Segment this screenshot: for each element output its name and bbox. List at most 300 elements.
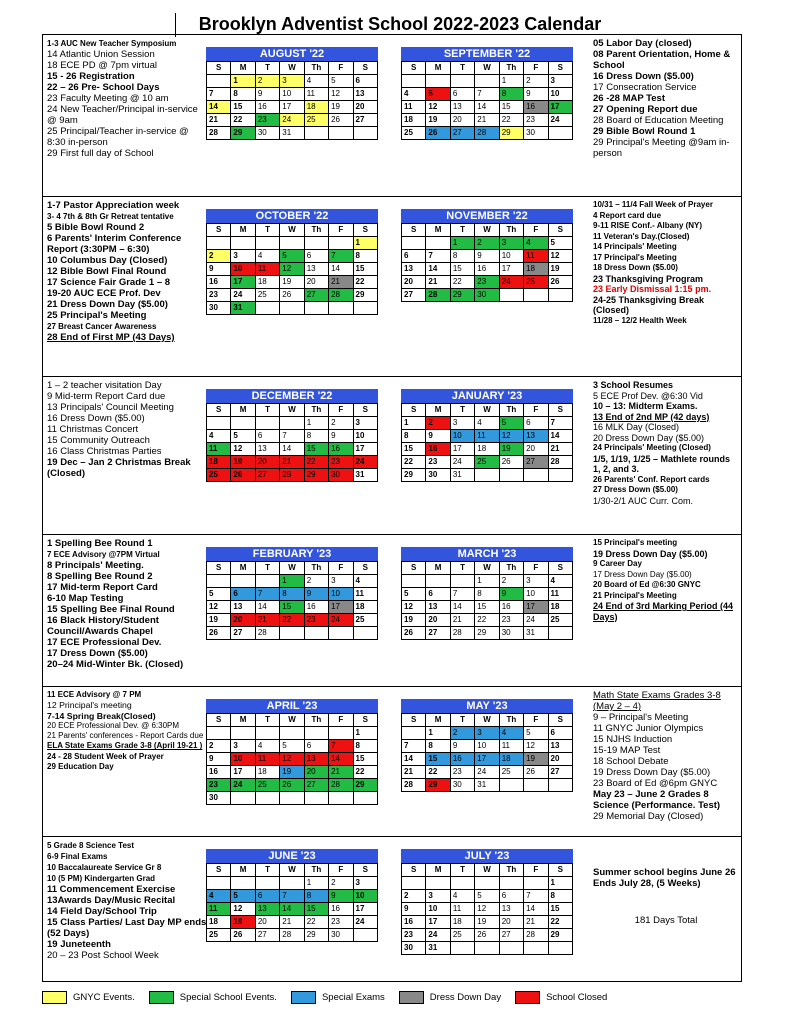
day-cell: 21 — [329, 276, 353, 289]
day-cell: 15 — [475, 601, 499, 614]
day-cell: 14 — [329, 753, 353, 766]
note-item: 19 Dec – Jan 2 Christmas Break (Closed) — [47, 457, 191, 479]
day-cell: 17 — [329, 601, 353, 614]
day-cell — [475, 75, 499, 88]
weekday-header: M — [426, 404, 450, 417]
day-cell: 28 — [329, 289, 353, 302]
day-cell: 19 — [499, 443, 523, 456]
day-cell — [329, 302, 353, 315]
weekday-header: T — [255, 404, 279, 417]
day-cell: 23 — [304, 614, 328, 627]
day-cell: 23 — [329, 456, 353, 469]
day-cell: 4 — [450, 890, 474, 903]
day-cell — [207, 417, 231, 430]
weekday-header: F — [329, 714, 353, 727]
weekday-header: T — [450, 714, 474, 727]
day-cell: 15 — [426, 753, 450, 766]
note-item — [593, 900, 739, 911]
month-name: MAY '23 — [401, 699, 573, 713]
day-cell: 25 — [499, 766, 523, 779]
day-cell: 6 — [548, 727, 572, 740]
day-cell: 18 — [353, 601, 377, 614]
note-item: 27 Opening Report due — [593, 104, 698, 115]
day-cell: 3 — [231, 740, 255, 753]
day-cell: 28 — [207, 127, 231, 140]
note-item: 7 ECE Advisory @7PM Virtual — [47, 550, 160, 559]
day-cell: 11 — [304, 88, 328, 101]
day-cell: 4 — [255, 250, 279, 263]
day-cell: 11 — [207, 443, 231, 456]
row-2 — [43, 197, 741, 377]
day-cell: 24 — [450, 456, 474, 469]
day-cell: 7 — [329, 740, 353, 753]
day-cell: 26 — [280, 289, 304, 302]
weekday-header: F — [329, 404, 353, 417]
note-item: 24 End of 3rd Marking Period (44 Days) — [593, 601, 734, 622]
day-cell: 3 — [426, 890, 450, 903]
day-cell — [304, 127, 328, 140]
day-cell: 5 — [475, 890, 499, 903]
day-cell: 30 — [475, 289, 499, 302]
day-cell: 13 — [353, 88, 377, 101]
day-cell — [329, 792, 353, 805]
day-cell: 25 — [475, 456, 499, 469]
day-cell: 16 — [207, 766, 231, 779]
weekday-header: F — [524, 224, 548, 237]
day-cell: 9 — [402, 903, 426, 916]
note-item: 11 Christmas Concert — [47, 424, 139, 435]
note-item: 20–24 Mid-Winter Bk. (Closed) — [47, 659, 184, 670]
day-cell — [207, 237, 231, 250]
note-item: 17 Mid-term Report Card — [47, 582, 158, 593]
day-cell: 8 — [304, 430, 328, 443]
day-cell: 3 — [475, 727, 499, 740]
day-cell — [426, 575, 450, 588]
day-cell: 30 — [402, 942, 426, 955]
note-item: 8 Principals' Meeting. — [47, 560, 144, 571]
day-cell: 3 — [548, 75, 572, 88]
note-item: 15 Class Parties/ Last Day MP ends (52 Days) — [47, 917, 207, 939]
day-cell: 21 — [255, 614, 279, 627]
day-cell: 6 — [231, 588, 255, 601]
day-cell: 17 — [524, 601, 548, 614]
day-cell: 22 — [231, 114, 255, 127]
row-3 — [43, 377, 741, 535]
note-item: 23 Board of Ed @6pm GNYC — [593, 778, 718, 789]
day-cell: 4 — [475, 417, 499, 430]
day-cell: 25 — [524, 276, 548, 289]
day-cell: 20 — [426, 614, 450, 627]
weekday-header: W — [280, 404, 304, 417]
day-cell: 4 — [207, 430, 231, 443]
day-cell: 19 — [280, 766, 304, 779]
note-item: 29 Memorial Day (Closed) — [593, 811, 704, 822]
day-cell: 18 — [499, 753, 523, 766]
note-item: 19 Dress Down Day ($5.00) — [593, 548, 708, 559]
note-item: 27 Breast Cancer Awareness — [47, 322, 157, 331]
note-item: 26 -28 MAP Test — [593, 93, 665, 104]
day-cell: 18 — [548, 601, 572, 614]
note-item: 18 ECE PD @ 7pm virtual — [47, 60, 157, 71]
weekday-header: Th — [499, 62, 523, 75]
month-name: SEPTEMBER '22 — [401, 47, 573, 61]
day-cell — [255, 302, 279, 315]
day-cell: 19 — [231, 456, 255, 469]
legend-label: School Closed — [546, 991, 608, 1003]
day-cell: 4 — [402, 88, 426, 101]
day-cell: 14 — [329, 263, 353, 276]
left-notes — [47, 840, 207, 961]
day-cell — [207, 727, 231, 740]
day-cell: 23 — [426, 456, 450, 469]
day-cell — [231, 417, 255, 430]
day-cell: 26 — [329, 114, 353, 127]
day-cell — [475, 877, 499, 890]
note-item: 1-7 Pastor Appreciation week — [47, 200, 180, 211]
weekday-header: T — [450, 404, 474, 417]
weekday-header: W — [475, 714, 499, 727]
day-cell — [353, 929, 377, 942]
day-cell: 1 — [426, 727, 450, 740]
legend-item — [291, 991, 385, 1004]
day-cell: 1 — [304, 877, 328, 890]
note-item: 6-9 Final Exams — [47, 852, 108, 861]
day-cell: 26 — [475, 929, 499, 942]
day-cell: 9 — [255, 88, 279, 101]
note-item: 24 - 28 Student Week of Prayer — [47, 751, 164, 761]
day-cell: 16 — [255, 101, 279, 114]
day-cell: 8 — [353, 740, 377, 753]
note-item: 18 Dress Down ($5.00) — [593, 263, 678, 272]
note-item: 15 Spelling Bee Final Round — [47, 604, 175, 615]
right-notes — [593, 867, 739, 926]
day-cell: 2 — [499, 575, 523, 588]
note-item: 25 Principal's Meeting — [47, 310, 147, 321]
day-cell: 26 — [426, 127, 450, 140]
note-item: 19 Dress Down Day ($5.00) — [593, 767, 711, 778]
right-notes — [593, 690, 739, 822]
weekday-header: M — [426, 62, 450, 75]
month-name: MARCH '23 — [401, 547, 573, 561]
day-cell — [450, 575, 474, 588]
month-name: JANUARY '23 — [401, 389, 573, 403]
day-cell: 7 — [329, 250, 353, 263]
day-cell — [450, 877, 474, 890]
weekday-header: T — [255, 864, 279, 877]
day-cell: 29 — [402, 469, 426, 482]
note-item: 11 GNYC Junior Olympics — [593, 723, 704, 734]
day-cell: 26 — [499, 456, 523, 469]
day-cell — [426, 877, 450, 890]
note-item: 23 Faculty Meeting @ 10 am — [47, 93, 169, 104]
day-cell: 14 — [255, 601, 279, 614]
weekday-header: F — [329, 62, 353, 75]
note-item: 5 ECE Prof Dev. @6:30 Vid — [593, 390, 703, 401]
weekday-header: M — [426, 714, 450, 727]
day-cell — [548, 779, 572, 792]
weekday-header: S — [402, 62, 426, 75]
day-cell: 14 — [524, 903, 548, 916]
day-cell: 29 — [548, 929, 572, 942]
day-cell: 1 — [353, 237, 377, 250]
day-cell: 1 — [450, 237, 474, 250]
weekday-header: M — [231, 62, 255, 75]
day-cell — [402, 75, 426, 88]
day-cell: 17 — [353, 903, 377, 916]
day-cell: 24 — [524, 614, 548, 627]
day-cell: 6 — [304, 250, 328, 263]
day-cell: 2 — [304, 575, 328, 588]
weekday-header: S — [353, 404, 377, 417]
day-cell — [353, 627, 377, 640]
day-cell — [499, 877, 523, 890]
month-calendar — [206, 47, 378, 140]
note-item: 15 NJHS Induction — [593, 734, 673, 745]
day-cell — [499, 779, 523, 792]
day-cell: 22 — [475, 614, 499, 627]
day-cell: 24 — [329, 614, 353, 627]
day-cell: 7 — [475, 88, 499, 101]
note-item: 1-3 AUC New Teacher Symposium — [47, 39, 177, 48]
day-cell — [499, 289, 523, 302]
day-cell: 30 — [255, 127, 279, 140]
day-cell: 11 — [475, 430, 499, 443]
day-cell — [499, 942, 523, 955]
legend-item — [515, 991, 607, 1004]
weekday-header: F — [524, 864, 548, 877]
day-cell: 13 — [402, 263, 426, 276]
weekday-header: S — [548, 864, 572, 877]
weekday-header: M — [231, 224, 255, 237]
note-item: 18 School Debate — [593, 756, 669, 767]
day-cell: 25 — [402, 127, 426, 140]
day-cell — [207, 877, 231, 890]
day-cell: 8 — [280, 588, 304, 601]
day-cell: 4 — [255, 740, 279, 753]
day-cell: 17 — [475, 753, 499, 766]
day-cell — [231, 575, 255, 588]
note-item: 21 Parents' conferences - Report Cards due — [47, 731, 204, 741]
day-cell: 11 — [255, 753, 279, 766]
note-item: 16 Black History/Student Council/Awards Chapel — [47, 615, 159, 637]
weekday-header: W — [475, 562, 499, 575]
row-6 — [43, 837, 741, 983]
day-cell — [280, 302, 304, 315]
day-cell: 26 — [231, 929, 255, 942]
day-cell: 29 — [499, 127, 523, 140]
day-cell: 2 — [207, 250, 231, 263]
month-name: JUNE '23 — [206, 849, 378, 863]
month-name: JULY '23 — [401, 849, 573, 863]
day-cell: 3 — [499, 237, 523, 250]
day-cell: 20 — [524, 443, 548, 456]
day-cell — [353, 792, 377, 805]
day-cell: 21 — [402, 766, 426, 779]
day-cell: 12 — [426, 101, 450, 114]
note-item: 17 Dress Down Day ($5.00) — [593, 569, 692, 579]
note-item: 14 Atlantic Union Session — [47, 49, 155, 60]
day-cell: 12 — [231, 903, 255, 916]
day-cell: 29 — [353, 289, 377, 302]
day-cell: 16 — [450, 753, 474, 766]
day-cell: 22 — [426, 766, 450, 779]
day-cell: 12 — [524, 740, 548, 753]
day-cell: 17 — [450, 443, 474, 456]
note-item: 21 Principal's Meeting — [593, 590, 677, 600]
month-name: NOVEMBER '22 — [401, 209, 573, 223]
day-cell: 19 — [402, 614, 426, 627]
note-item: 8 Spelling Bee Round 2 — [47, 571, 153, 582]
day-cell: 29 — [475, 627, 499, 640]
day-cell — [255, 237, 279, 250]
note-item: 3 School Resumes — [593, 380, 674, 390]
day-cell — [304, 792, 328, 805]
note-item: 10 Baccalaureate Service Gr 8 — [47, 863, 162, 872]
day-cell: 31 — [524, 627, 548, 640]
note-item: 1 Spelling Bee Round 1 — [47, 538, 153, 549]
weekday-header: S — [548, 224, 572, 237]
day-cell: 23 — [207, 289, 231, 302]
day-cell: 14 — [450, 601, 474, 614]
day-cell: 8 — [499, 88, 523, 101]
day-cell: 7 — [450, 588, 474, 601]
weekday-header: T — [255, 562, 279, 575]
note-item: 19 Juneteenth — [47, 939, 111, 950]
weekday-header: T — [255, 62, 279, 75]
day-cell — [475, 469, 499, 482]
day-cell: 2 — [329, 877, 353, 890]
day-cell — [231, 792, 255, 805]
legend-item — [399, 991, 501, 1004]
day-cell: 22 — [548, 916, 572, 929]
day-cell: 7 — [402, 740, 426, 753]
day-cell: 3 — [231, 250, 255, 263]
day-cell: 25 — [207, 929, 231, 942]
day-cell: 21 — [207, 114, 231, 127]
day-cell: 21 — [280, 456, 304, 469]
row-5 — [43, 687, 741, 837]
day-cell: 4 — [304, 75, 328, 88]
day-cell: 11 — [207, 903, 231, 916]
day-cell: 20 — [548, 753, 572, 766]
day-cell: 9 — [329, 430, 353, 443]
day-cell: 15 — [304, 443, 328, 456]
note-item: 9 Career Day — [593, 559, 642, 568]
legend-swatch — [42, 991, 67, 1004]
day-cell: 5 — [426, 88, 450, 101]
day-cell: 11 — [402, 101, 426, 114]
day-cell: 8 — [402, 430, 426, 443]
day-cell: 21 — [426, 276, 450, 289]
day-cell: 9 — [499, 588, 523, 601]
note-item: 17 ECE Professional Dev. — [47, 637, 162, 648]
day-cell: 18 — [304, 101, 328, 114]
day-cell: 27 — [255, 469, 279, 482]
day-cell: 18 — [475, 443, 499, 456]
day-cell: 13 — [255, 443, 279, 456]
day-cell: 2 — [524, 75, 548, 88]
weekday-header: M — [426, 224, 450, 237]
day-cell — [329, 237, 353, 250]
day-cell: 6 — [499, 890, 523, 903]
weekday-header: W — [280, 864, 304, 877]
day-cell: 26 — [548, 276, 572, 289]
day-cell: 13 — [304, 263, 328, 276]
day-cell: 12 — [280, 263, 304, 276]
day-cell: 13 — [304, 753, 328, 766]
weekday-header: Th — [304, 224, 328, 237]
note-item: 4 Report card due — [593, 210, 662, 220]
day-cell: 4 — [207, 890, 231, 903]
day-cell: 17 — [280, 101, 304, 114]
day-cell: 17 — [548, 101, 572, 114]
day-cell: 12 — [475, 903, 499, 916]
weekday-header: Th — [304, 864, 328, 877]
note-item: 9 – Principal's Meeting — [593, 712, 689, 723]
day-cell: 24 — [280, 114, 304, 127]
day-cell: 11 — [499, 740, 523, 753]
day-cell: 18 — [207, 916, 231, 929]
day-cell: 27 — [524, 456, 548, 469]
legend-item — [149, 991, 277, 1004]
note-item: 16 Class Christmas Parties — [47, 446, 162, 457]
day-cell — [524, 779, 548, 792]
day-cell: 4 — [353, 575, 377, 588]
day-cell: 25 — [353, 614, 377, 627]
day-cell — [499, 469, 523, 482]
day-cell: 22 — [450, 276, 474, 289]
legend-label: Special School Events. — [179, 991, 277, 1003]
left-notes — [47, 538, 207, 670]
weekday-header: S — [353, 714, 377, 727]
note-item: 17 Science Fair Grade 1 – 8 — [47, 277, 171, 288]
weekday-header: W — [280, 62, 304, 75]
day-cell: 1 — [304, 417, 328, 430]
day-cell: 25 — [450, 929, 474, 942]
day-cell: 15 — [280, 601, 304, 614]
day-cell: 8 — [304, 890, 328, 903]
note-item: 20 Dress Down Day ($5.00) — [593, 432, 705, 443]
day-cell: 6 — [353, 75, 377, 88]
day-cell — [524, 942, 548, 955]
day-cell: 9 — [207, 263, 231, 276]
day-cell: 25 — [304, 114, 328, 127]
day-cell: 23 — [255, 114, 279, 127]
day-cell — [231, 237, 255, 250]
day-cell — [353, 302, 377, 315]
day-cell: 17 — [353, 443, 377, 456]
day-cell: 24 — [475, 766, 499, 779]
month-calendar — [401, 547, 573, 640]
day-cell — [207, 75, 231, 88]
note-item: May 23 – June 2 Grades 8 Science (Performance. Test) — [593, 789, 721, 811]
weekday-header: S — [402, 404, 426, 417]
day-cell: 10 — [426, 903, 450, 916]
month-calendar — [401, 849, 573, 955]
day-cell: 11 — [353, 588, 377, 601]
day-cell: 10 — [353, 430, 377, 443]
note-item: 21 Dress Down Day ($5.00) — [47, 299, 168, 310]
note-item: 1/30-2/1 AUC Curr. Com. — [593, 495, 694, 506]
day-cell: 23 — [475, 276, 499, 289]
day-cell — [255, 417, 279, 430]
weekday-header: M — [426, 864, 450, 877]
weekday-header: Th — [499, 224, 523, 237]
day-cell: 10 — [231, 753, 255, 766]
day-cell: 12 — [499, 430, 523, 443]
day-cell: 28 — [255, 627, 279, 640]
day-cell: 5 — [524, 727, 548, 740]
